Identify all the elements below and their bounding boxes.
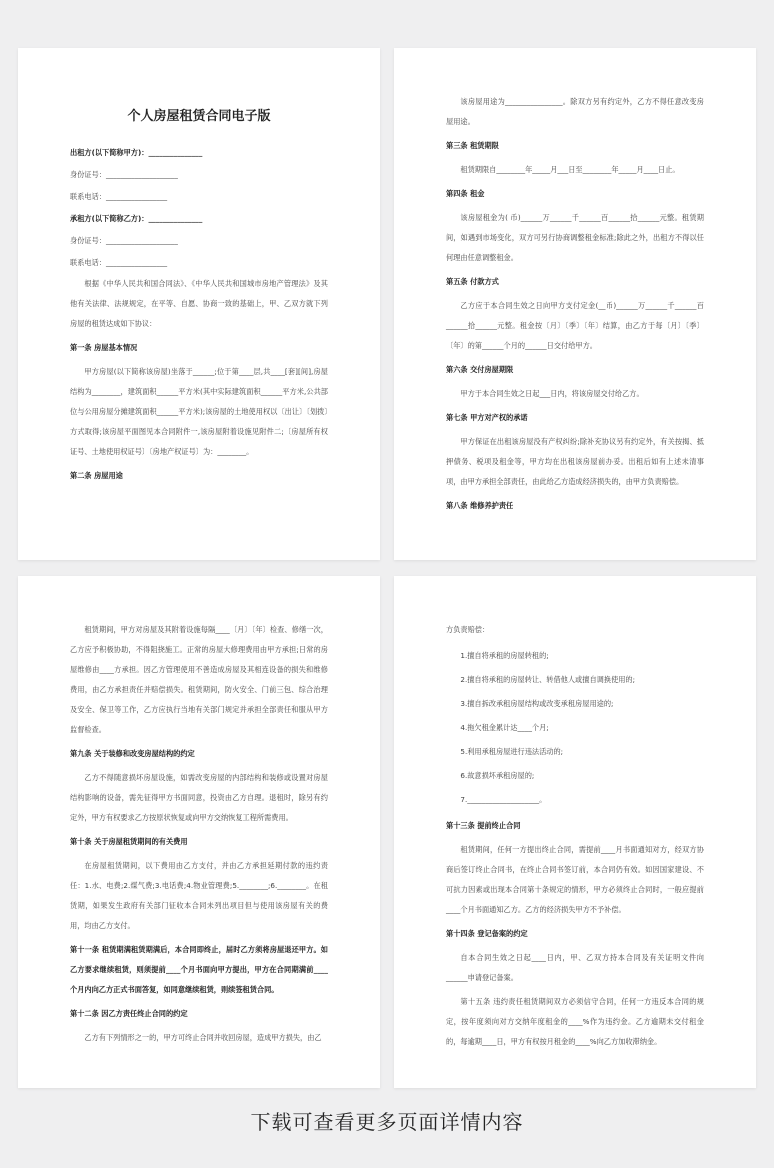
- lessee-phone-line: 联系电话：_________________: [70, 258, 168, 267]
- article-8-heading: 第八条 维修养护责任: [446, 501, 514, 510]
- list-item: 3.擅自拆改承租房屋结构或改变承租房屋用途的;: [460, 699, 614, 708]
- article-10-body: 在房屋租赁期间，以下费用由乙方支付，并由乙方承担延期付款的违约责任：1.水、电费;2.煤气费;3.电话费;4.物业管理费;5.________;6.________。在租赁期，如果发生政府有关部门征收本合同未列出项目但与使用该房屋有关的费用，均由乙方支付。: [70, 861, 328, 930]
- list-item: 6.故意损坏承租房屋的;: [460, 771, 535, 780]
- lessee-line: 承租方(以下简称乙方)：_______________: [70, 214, 203, 223]
- article-5-body: 乙方应于本合同生效之日向甲方支付定金(__币)______万______千______百______拾______元整。租金按〔月〕〔季〕〔年〕结算，由乙方于每〔月〕〔季〕〔年〕的第______个月的______日交付给甲方。: [446, 301, 704, 350]
- article-14-body: 自本合同生效之日起____日内，甲、乙双方持本合同及有关证明文件向______申请登记备案。: [446, 953, 704, 982]
- maintenance-paragraph: 租赁期间，甲方对房屋及其附着设施每隔____〔月〕〔年〕检查、修缮一次，乙方应予积极协助，不得阻挠施工。正常的房屋大修理费用由甲方承担;日常的房屋维修由____方承担。因乙方管理使用不善造成房屋及其相连设备的损失和维修费用，由乙方承担责任并赔偿损失。租赁期间，防火安全、门前三包、综合治理及安全、保卫等工作，乙方应执行当地有关部门规定并承担全部责任和服从甲方监督检查。: [70, 625, 328, 734]
- document-page-2: [394, 48, 756, 560]
- list-item: 2.擅自将承租的房屋转让、转借他人或擅自调换使用的;: [460, 675, 635, 684]
- list-item: 4.拖欠租金累计达____个月;: [460, 723, 549, 732]
- article-3-heading: 第三条 租赁期限: [446, 141, 499, 150]
- usage-paragraph: 该房屋用途为________________。除双方另有约定外，乙方不得任意改变房屋用途。: [446, 97, 704, 126]
- article-7-body: 甲方保证在出租该房屋没有产权纠纷;除补充协议另有约定外，有关按揭、抵押债务、税项及租金等，甲方均在出租该房屋前办妥。出租后如有上述未清事项，由甲方承担全部责任，由此给乙方造成经济损失的，由甲方负责赔偿。: [446, 437, 704, 486]
- document-page-3: [18, 576, 380, 1088]
- article-1-body: 甲方房屋(以下简称该房屋)坐落于______;位于第____层,共____[套][间],房屋结构为________，建筑面积______平方米(其中实际建筑面积______平方米,公共部位与公用房屋分摊建筑面积______平方米);该房屋的土地使用权以〔出让〕〔划拨〕方式取得;该房屋平面图见本合同附件一,该房屋附着设施见附件二;〔房屋所有权证号、土地使用权证号〕〔房地产权证号〕为：________。: [70, 367, 328, 456]
- article-4-heading: 第四条 租金: [446, 189, 485, 198]
- article-6-heading: 第六条 交付房屋期限: [446, 365, 514, 374]
- article-6-body: 甲方于本合同生效之日起___日内，将该房屋交付给乙方。: [460, 389, 644, 398]
- list-item: 7.____________________。: [460, 795, 547, 804]
- article-10-heading: 第十条 关于房屋租赁期间的有关费用: [70, 837, 188, 846]
- document-title: 个人房屋租赁合同电子版: [127, 109, 271, 124]
- article-15-paragraph: 第十五条 违约责任租赁期间双方必须信守合同，任何一方违反本合同的规定，按年度须向对方交纳年度租金的____%作为违约金。乙方逾期未交付租金的，每逾期____日，甲方有权按月租金的____%向乙方加收滞纳金。: [446, 997, 704, 1046]
- article-13-body: 租赁期间，任何一方提出终止合同，需提前____月书面通知对方，经双方协商后签订终止合同书，在终止合同书签订前，本合同仍有效。如因国家建设、不可抗力因素或出现本合同第十条规定的情形，甲方必须终止合同时，一般应提前____个月书面通知乙方。乙方的经济损失甲方不予补偿。: [446, 845, 704, 914]
- article-12-body: 乙方有下列情形之一的，甲方可终止合同并收回房屋，造成甲方损失，由乙: [84, 1033, 322, 1042]
- compensation-lead: 方负责赔偿：: [446, 625, 490, 634]
- article-4-body: 该房屋租金为( 币)______万______千______百______拾______元整。租赁期间，如遇到市场变化，双方可另行协商调整租金标准;除此之外，出租方不得以任何理由任意调整租金。: [446, 213, 704, 262]
- article-13-heading: 第十三条 提前终止合同: [446, 821, 521, 830]
- lessor-id-line: 身份证号：____________________: [70, 170, 178, 179]
- intro-paragraph: 根据《中华人民共和国合同法》、《中华人民共和国城市房地产管理法》及其他有关法律、法规规定，在平等、自愿、协商一致的基础上，甲、乙双方就下列房屋的租赁达成如下协议：: [70, 279, 328, 328]
- article-7-heading: 第七条 甲方对产权的承诺: [446, 413, 528, 422]
- article-12-heading: 第十二条 因乙方责任终止合同的约定: [70, 1009, 188, 1018]
- article-5-heading: 第五条 付款方式: [446, 277, 499, 286]
- article-1-heading: 第一条 房屋基本情况: [70, 343, 138, 352]
- article-9-heading: 第九条 关于装修和改变房屋结构的约定: [70, 749, 195, 758]
- lessor-phone-line: 联系电话：_________________: [70, 192, 168, 201]
- article-2-heading: 第二条 房屋用途: [70, 471, 123, 480]
- article-11-paragraph: 第十一条 租赁期满租赁期满后，本合同即终止，届时乙方须将房屋退还甲方。如乙方要求继续租赁，则须提前____个月书面向甲方提出，甲方在合同期满前____个月内向乙方正式书面答复，如同意继续租赁，则续签租赁合同。: [70, 945, 328, 994]
- list-item: 5.利用承租房屋进行违法活动的;: [460, 747, 564, 756]
- lessor-line: 出租方(以下简称甲方)：_______________: [70, 148, 203, 157]
- download-prompt-text: 下载可查看更多页面详情内容: [250, 1110, 524, 1134]
- document-page-4: [394, 576, 756, 1088]
- list-item: 1.擅自将承租的房屋转租的;: [460, 651, 549, 660]
- article-14-heading: 第十四条 登记备案的约定: [446, 929, 528, 938]
- lessee-id-line: 身份证号：____________________: [70, 236, 178, 245]
- article-9-body: 乙方不得随意损坏房屋设施，如需改变房屋的内部结构和装修或设置对房屋结构影响的设备，需先征得甲方书面同意，投资由乙方自理。退租时，除另有约定外，甲方有权要求乙方按原状恢复或向甲方交纳恢复工程所需费用。: [70, 773, 328, 822]
- document-page-1: [18, 48, 380, 560]
- article-3-body: 租赁期限自________年_____月___日至________年_____月____日止。: [460, 165, 680, 174]
